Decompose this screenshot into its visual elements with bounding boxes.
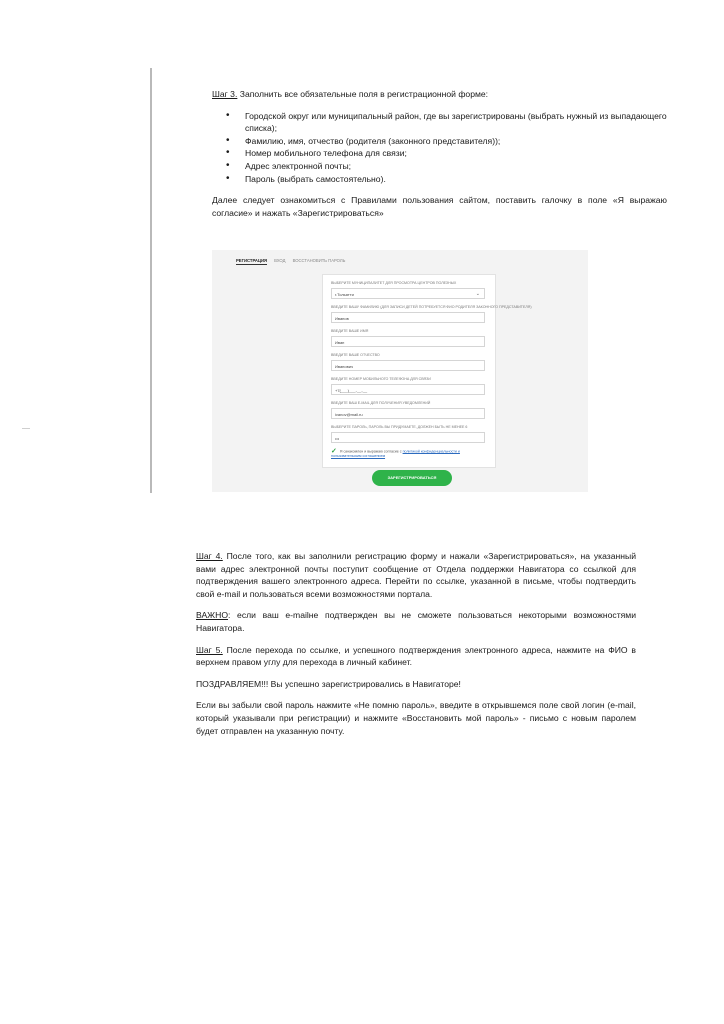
field-value: г.Тольятти <box>335 292 354 297</box>
field-phone <box>331 377 485 395</box>
field-label: ВВЕДИТЕ ВАШУ ФАМИЛИЮ (ДЛЯ ЗАПИСИ ДЕТЕЙ ПОТРЕБУЕТСЯ ФИО РОДИТЕЛЯ ЗАКОННОГО ПРЕДСТАВИТЕЛЯ) <box>331 305 532 309</box>
field-email <box>331 401 485 419</box>
field-password <box>331 425 485 443</box>
list-item: • Номер мобильного телефона для связи; <box>226 147 667 160</box>
patronymic-input[interactable]: Иванович <box>331 360 485 371</box>
registration-card <box>322 274 532 468</box>
phone-input[interactable]: +7(___)___-__-__ <box>331 384 485 395</box>
agreement-text: Я ознакомлен и выражаю согласие с <box>339 449 402 454</box>
municipality-select[interactable] <box>331 288 485 299</box>
step3-title <box>212 88 667 101</box>
tab-login[interactable]: ВХОД <box>274 258 286 263</box>
step5-label: Шаг 5. <box>196 644 223 655</box>
list-item: • Адрес электронной почты; <box>226 160 667 173</box>
field-name <box>331 329 485 347</box>
tab-restore-password[interactable]: ВОССТАНОВИТЬ ПАРОЛЬ <box>292 258 346 263</box>
password-input[interactable]: ••• <box>331 432 485 443</box>
step5-paragraph <box>196 644 636 669</box>
step4-text: После того, как вы заполнили регистрацию форму и нажали «Зарегистрироваться», на указанный вами адрес электронной почты поступит сообщение от Отдела поддержки Навигатора со ссылкой для подтверждения вашего электронного адреса. Перейти по ссылке, указанной в письме, чтобы подтвердить свой e-mail и пользоваться всеми возможностями портала. <box>196 551 636 599</box>
register-button[interactable]: ЗАРЕГИСТРИРОВАТЬСЯ <box>372 470 452 486</box>
checkmark-icon[interactable]: ✓ <box>331 448 337 455</box>
steps-section <box>196 550 636 746</box>
field-label: ВВЕДИТЕ ВАШЕ ИМЯ <box>331 329 369 333</box>
field-surname <box>331 305 532 323</box>
field-patronymic <box>331 353 485 371</box>
agreement-row <box>331 449 489 459</box>
step3-text: Заполнить все обязательные поля в регистрационной форме: <box>237 89 489 99</box>
surname-input[interactable]: Иванов <box>331 312 485 323</box>
step4-paragraph <box>196 550 636 600</box>
important-label: ВАЖНО <box>196 610 229 621</box>
field-label: ВЫБЕРИТЕ ПАРОЛЬ, ПАРОЛЬ ВЫ ПРИДУМАЕТЕ, ДОЛЖЕН БЫТЬ НЕ МЕНЕЕ 6 <box>331 425 468 429</box>
field-label: ВВЕДИТЕ ВАШ E-MAIL ДЛЯ ПОЛУЧЕНИЯ УВЕДОМЛЕНИЙ <box>331 401 431 405</box>
step3-label: Шаг 3. <box>212 89 238 99</box>
step5-text: После перехода по ссылке, и успешного подтверждения электронного адреса, нажмите на ФИО в верхнем правом углу для перехода в личный кабинет. <box>196 644 636 668</box>
tab-registration[interactable]: РЕГИСТРАЦИЯ <box>236 258 267 263</box>
step3-after-text: Далее следует ознакомиться с Правилами пользования сайтом, поставить галочку в поле «Я выражаю согласие» и нажать «Зарегистрироваться» <box>212 195 667 218</box>
field-label: ВЫБЕРИТЕ МУНИЦИПАЛИТЕТ ДЛЯ ПРОСМОТРА ЦЕНТРОВ ПОЛЕЗНЫХ <box>331 281 457 285</box>
page-left-rule <box>150 68 152 493</box>
list-item: • Городской округ или муниципальный район, где вы зарегистрированы (выбрать нужный из выпадающего списка); <box>226 110 667 135</box>
required-fields-list <box>212 110 667 186</box>
privacy-policy-link[interactable]: политикой конфиденциальности и пользовательским соглашением <box>331 449 460 459</box>
field-municipality <box>331 281 485 299</box>
registration-form-screenshot <box>212 250 588 492</box>
field-label: ВВЕДИТЕ НОМЕР МОБИЛЬНОГО ТЕЛЕФОНА ДЛЯ СВЯЗИ <box>331 377 431 381</box>
chevron-down-icon: ⌄ <box>475 291 480 297</box>
form-tabs <box>236 258 351 263</box>
field-label: ВВЕДИТЕ ВАШЕ ОТЧЕСТВО <box>331 353 380 357</box>
congrats-paragraph: ПОЗДРАВЛЯЕМ!!! Вы успешно зарегистрировались в Навигаторе! <box>196 678 461 689</box>
list-item: • Пароль (выбрать самостоятельно). <box>226 173 667 186</box>
email-input[interactable]: ivanov@mail.ru <box>331 408 485 419</box>
list-item: • Фамилию, имя, отчество (родителя (законного представителя)); <box>226 135 667 148</box>
step3-section <box>212 88 667 228</box>
margin-mark <box>22 428 30 429</box>
step4-label: Шаг 4. <box>196 551 223 561</box>
important-paragraph <box>196 609 636 634</box>
important-text: : если ваш e-mailне подтвержден вы не сможете пользоваться некоторыми возможностями Навигатора. <box>196 610 636 633</box>
name-input[interactable]: Иван <box>331 336 485 347</box>
forgot-password-paragraph: Если вы забыли свой пароль нажмите «Не помню пароль», введите в открывшемся поле свой логин (e-mail, который указывали при регистрации) и нажмите «Восстановить мой пароль» - письмо с новым паролем будет отправлен на указанную почту. <box>196 700 636 736</box>
